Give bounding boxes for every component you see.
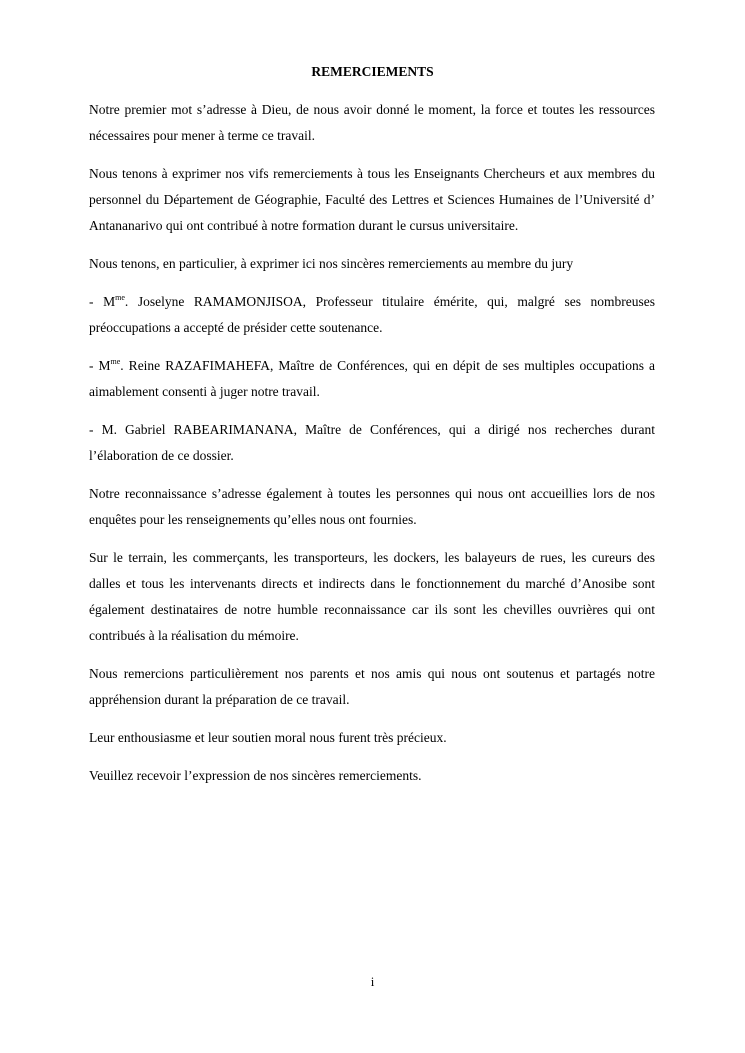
document-body <box>89 97 655 801</box>
jury-member-text: . Reine RAZAFIMAHEFA, Maître de Conférences, qui en dépit de ses multiples occupations a aimablement consenti à juger notre travail. <box>89 358 655 399</box>
paragraph-surveys: Notre reconnaissance s’adresse également à toutes les personnes qui nous ont accueillies lors de nos enquêtes pour les renseignements qu’elles nous ont fournies. <box>89 486 655 527</box>
jury-member-prefix: - M <box>89 358 111 373</box>
page-title: REMERCIEMENTS <box>311 64 434 79</box>
jury-member-title-sup: me <box>115 293 125 302</box>
jury-member-president <box>89 289 655 341</box>
paragraph-family: Nous remercions particulièrement nos parents et nos amis qui nous ont soutenus et partagés notre appréhension durant la préparation de ce travail. <box>89 666 655 707</box>
paragraph-closing: Veuillez recevoir l’expression de nos sincères remerciements. <box>89 768 422 783</box>
page-number: i <box>370 974 375 989</box>
paragraph-intro: Notre premier mot s’adresse à Dieu, de nous avoir donné le moment, la force et toutes les ressources nécessaires pour mener à terme ce travail. <box>89 102 655 143</box>
jury-member-prefix: - M <box>89 294 116 309</box>
paragraph-teachers: Nous tenons à exprimer nos vifs remerciements à tous les Enseignants Chercheurs et aux membres du personnel du Département de Géographie, Faculté des Lettres et Sciences Humaines de l’Université d’ Antananarivo qui ont contribué à notre formation durant le cursus universitaire. <box>89 166 655 233</box>
jury-member-text: . Joselyne RAMAMONJISOA, Professeur titulaire émérite, qui, malgré ses nombreuses préoccupations a accepté de présider cette soutenance. <box>89 294 656 335</box>
jury-member-examiner <box>89 353 655 405</box>
jury-member-title-sup: me <box>110 357 121 366</box>
paragraph-jury-intro: Nous tenons, en particulier, à exprimer ici nos sincères remerciements au membre du jury <box>89 256 574 271</box>
paragraph-enthusiasm: Leur enthousiasme et leur soutien moral nous furent très précieux. <box>89 730 447 745</box>
jury-member-supervisor: - M. Gabriel RABEARIMANANA, Maître de Conférences, qui a dirigé nos recherches durant l’élaboration de ce dossier. <box>89 422 655 463</box>
paragraph-field: Sur le terrain, les commerçants, les transporteurs, les dockers, les balayeurs de rues, les cureurs des dalles et tous les intervenants directs et indirects dans le fonctionnement du marché d’Anosibe sont également destinataires de notre humble reconnaissance car ils sont les chevilles ouvrières qui ont contribués à la réalisation du mémoire. <box>89 550 655 643</box>
